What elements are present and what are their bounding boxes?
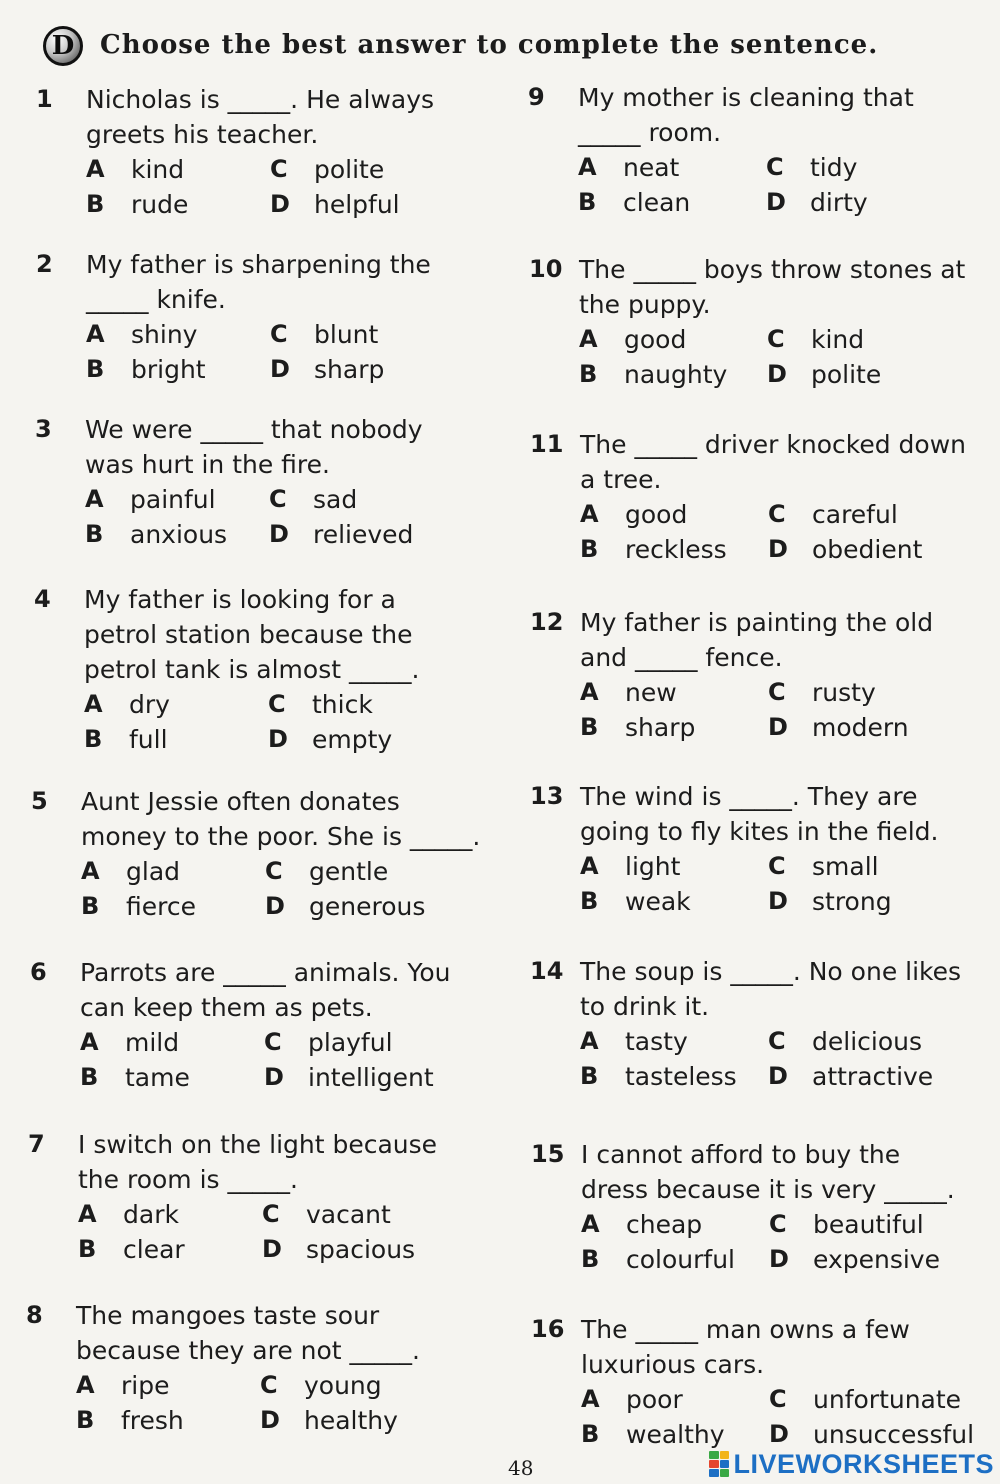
option-a-letter: A [579,325,598,353]
option-a-letter: A [578,153,597,181]
option-b-text: fresh [121,1406,184,1435]
option-a-text: dark [123,1200,179,1229]
option-b-letter: B [581,1245,600,1273]
option-d-letter: D [768,535,788,563]
option-d-letter: D [260,1406,280,1434]
option-b-letter: B [580,887,599,915]
option-c-text: careful [812,500,898,529]
option-c-text: beautiful [813,1210,924,1239]
question-stem-line: The _____ man owns a few [581,1315,910,1344]
option-c-letter: C [768,678,786,706]
option-a-text: ripe [121,1371,170,1400]
question-stem-line: My father is sharpening the [86,250,431,279]
question-stem-line: to drink it. [580,992,710,1021]
option-a-letter: A [84,690,103,718]
option-c-text: kind [811,325,865,354]
option-c-letter: C [264,1028,282,1056]
question-stem-line: I cannot afford to buy the [581,1140,901,1169]
option-d-letter: D [769,1245,789,1273]
question-11 [530,427,990,607]
option-c-text: gentle [309,857,389,886]
question-stem-line: _____ knife. [86,285,226,314]
option-a-letter: A [581,1385,600,1413]
question-number: 12 [530,608,564,636]
option-c-letter: C [268,690,286,718]
liveworksheets-logo[interactable] [709,1448,994,1480]
option-a-text: light [625,852,681,881]
option-d-text: polite [811,360,882,389]
option-d-letter: D [270,190,290,218]
option-a-text: poor [626,1385,683,1414]
question-number: 10 [529,255,563,283]
question-4 [34,582,494,762]
option-a-text: tasty [625,1027,688,1056]
section-badge: D [43,26,83,66]
option-c-letter: C [768,500,786,528]
option-b-letter: B [579,360,598,388]
question-number: 16 [531,1315,565,1343]
option-b-text: bright [131,355,206,384]
option-c-text: delicious [812,1027,922,1056]
option-b-letter: B [580,713,599,741]
option-d-letter: D [768,713,788,741]
question-stem-line: My mother is cleaning that [578,83,914,112]
question-stem-line: a tree. [580,465,662,494]
option-b-letter: B [580,535,599,563]
question-stem-line: can keep them as pets. [80,993,373,1022]
option-d-text: sharp [314,355,385,384]
option-a-text: kind [131,155,185,184]
option-b-text: reckless [625,535,727,564]
option-b-letter: B [85,520,104,548]
question-stem-line: dress because it is very _____. [581,1175,955,1204]
option-a-text: good [625,500,688,529]
question-1 [36,82,496,262]
option-c-text: polite [314,155,385,184]
option-a-letter: A [86,320,105,348]
option-c-text: small [812,852,879,881]
option-b-letter: B [581,1420,600,1448]
question-number: 4 [34,585,51,613]
option-c-letter: C [270,155,288,183]
option-a-text: painful [130,485,216,514]
option-a-letter: A [81,857,100,885]
option-d-letter: D [269,520,289,548]
option-d-text: healthy [304,1406,398,1435]
question-stem-line: The wind is _____. They are [580,782,918,811]
question-14 [530,954,990,1134]
option-c-letter: C [768,1027,786,1055]
question-9 [528,80,988,260]
question-stem-line: The _____ driver knocked down [580,430,966,459]
option-d-letter: D [768,1062,788,1090]
option-c-text: thick [312,690,373,719]
question-stem-line: Aunt Jessie often donates [81,787,400,816]
option-a-letter: A [86,155,105,183]
option-b-letter: B [580,1062,599,1090]
question-stem-line: I switch on the light because [78,1130,438,1159]
option-a-letter: A [580,852,599,880]
option-b-text: weak [625,887,691,916]
question-stem-line: Nicholas is _____. He always [86,85,435,114]
option-c-letter: C [270,320,288,348]
option-b-text: sharp [625,713,696,742]
option-a-letter: A [80,1028,99,1056]
option-c-letter: C [262,1200,280,1228]
question-number: 8 [26,1301,43,1329]
option-a-text: mild [125,1028,180,1057]
question-number: 11 [530,430,564,458]
question-number: 7 [28,1130,45,1158]
question-stem-line: We were _____ that nobody [85,415,423,444]
option-d-letter: D [768,887,788,915]
option-d-text: attractive [812,1062,934,1091]
option-d-text: helpful [314,190,400,219]
option-b-text: full [129,725,168,754]
question-number: 5 [31,787,48,815]
option-c-letter: C [769,1385,787,1413]
question-stem-line: My father is painting the old [580,608,934,637]
question-6 [30,955,490,1135]
option-d-letter: D [767,360,787,388]
option-d-letter: D [270,355,290,383]
option-d-letter: D [262,1235,282,1263]
option-b-text: wealthy [626,1420,725,1449]
liveworksheets-logo-icon [709,1451,729,1477]
page-number: 48 [508,1456,534,1480]
question-stem-line: and _____ fence. [580,643,783,672]
question-5 [31,784,491,964]
question-stem-line: was hurt in the fire. [85,450,330,479]
option-d-letter: D [265,892,285,920]
option-c-letter: C [767,325,785,353]
option-c-text: tidy [810,153,858,182]
option-c-letter: C [265,857,283,885]
option-b-text: tame [125,1063,190,1092]
question-stem-line: the puppy. [579,290,711,319]
option-d-text: relieved [313,520,414,549]
question-number: 9 [528,83,545,111]
question-stem-line: Parrots are _____ animals. You [80,958,451,987]
question-stem-line: petrol tank is almost _____. [84,655,420,684]
option-b-text: fierce [126,892,196,921]
question-stem-line: going to fly kites in the field. [580,817,939,846]
question-7 [28,1127,488,1307]
question-15 [531,1137,991,1317]
question-stem-line: The soup is _____. No one likes [580,957,962,986]
option-a-letter: A [580,1027,599,1055]
option-c-letter: C [768,852,786,880]
question-stem-line: greets his teacher. [86,120,319,149]
question-number: 3 [35,415,52,443]
question-3 [35,412,495,592]
option-d-text: dirty [810,188,868,217]
option-b-letter: B [86,355,105,383]
option-b-text: naughty [624,360,728,389]
option-c-text: rusty [812,678,876,707]
question-stem-line: luxurious cars. [581,1350,765,1379]
question-stem-line: My father is looking for a [84,585,396,614]
option-b-letter: B [76,1406,95,1434]
question-stem-line: money to the poor. She is _____. [81,822,481,851]
option-d-text: spacious [306,1235,416,1264]
option-d-text: generous [309,892,426,921]
option-c-text: young [304,1371,382,1400]
option-c-text: sad [313,485,358,514]
liveworksheets-logo-text: LIVEWORKSHEETS [733,1449,994,1479]
option-d-text: obedient [812,535,923,564]
question-number: 2 [36,250,53,278]
option-c-letter: C [766,153,784,181]
option-a-text: good [624,325,687,354]
question-stem-line: The mangoes taste sour [76,1301,380,1330]
option-d-letter: D [268,725,288,753]
question-number: 13 [530,782,564,810]
option-c-letter: C [269,485,287,513]
option-c-text: playful [308,1028,393,1057]
option-a-text: shiny [131,320,198,349]
option-b-text: rude [131,190,189,219]
option-c-letter: C [769,1210,787,1238]
option-a-text: new [625,678,677,707]
question-stem-line: petrol station because the [84,620,413,649]
question-10 [529,252,989,432]
question-stem-line: _____ room. [578,118,722,147]
option-a-letter: A [580,678,599,706]
question-stem-line: The _____ boys throw stones at [579,255,966,284]
option-d-letter: D [769,1420,789,1448]
option-d-letter: D [264,1063,284,1091]
option-d-text: intelligent [308,1063,434,1092]
option-d-text: empty [312,725,393,754]
option-c-letter: C [260,1371,278,1399]
option-a-text: glad [126,857,181,886]
instruction-title: Choose the best answer to complete the sentence. [100,30,879,60]
option-b-text: colourful [626,1245,735,1274]
option-a-letter: A [78,1200,97,1228]
option-d-text: modern [812,713,909,742]
question-stem-line: the room is _____. [78,1165,298,1194]
option-b-letter: B [84,725,103,753]
option-c-text: vacant [306,1200,391,1229]
option-a-letter: A [76,1371,95,1399]
option-b-text: anxious [130,520,228,549]
option-a-letter: A [581,1210,600,1238]
option-b-letter: B [86,190,105,218]
option-b-text: clean [623,188,691,217]
option-a-letter: A [580,500,599,528]
option-b-letter: B [80,1063,99,1091]
option-c-text: blunt [314,320,379,349]
question-2 [36,247,496,427]
question-number: 15 [531,1140,565,1168]
option-b-letter: B [578,188,597,216]
option-a-text: dry [129,690,170,719]
question-number: 1 [36,85,53,113]
question-number: 6 [30,958,47,986]
option-b-text: clear [123,1235,185,1264]
question-12 [530,605,990,785]
option-d-text: strong [812,887,892,916]
option-d-text: expensive [813,1245,940,1274]
question-13 [530,779,990,959]
option-a-text: cheap [626,1210,703,1239]
option-c-text: unfortunate [813,1385,962,1414]
option-b-letter: B [78,1235,97,1263]
option-b-text: tasteless [625,1062,737,1091]
option-a-text: neat [623,153,680,182]
question-number: 14 [530,957,564,985]
option-a-letter: A [85,485,104,513]
option-b-letter: B [81,892,100,920]
question-8 [26,1298,486,1478]
option-d-letter: D [766,188,786,216]
question-stem-line: because they are not _____. [76,1336,420,1365]
option-d-text: unsuccessful [813,1420,975,1449]
